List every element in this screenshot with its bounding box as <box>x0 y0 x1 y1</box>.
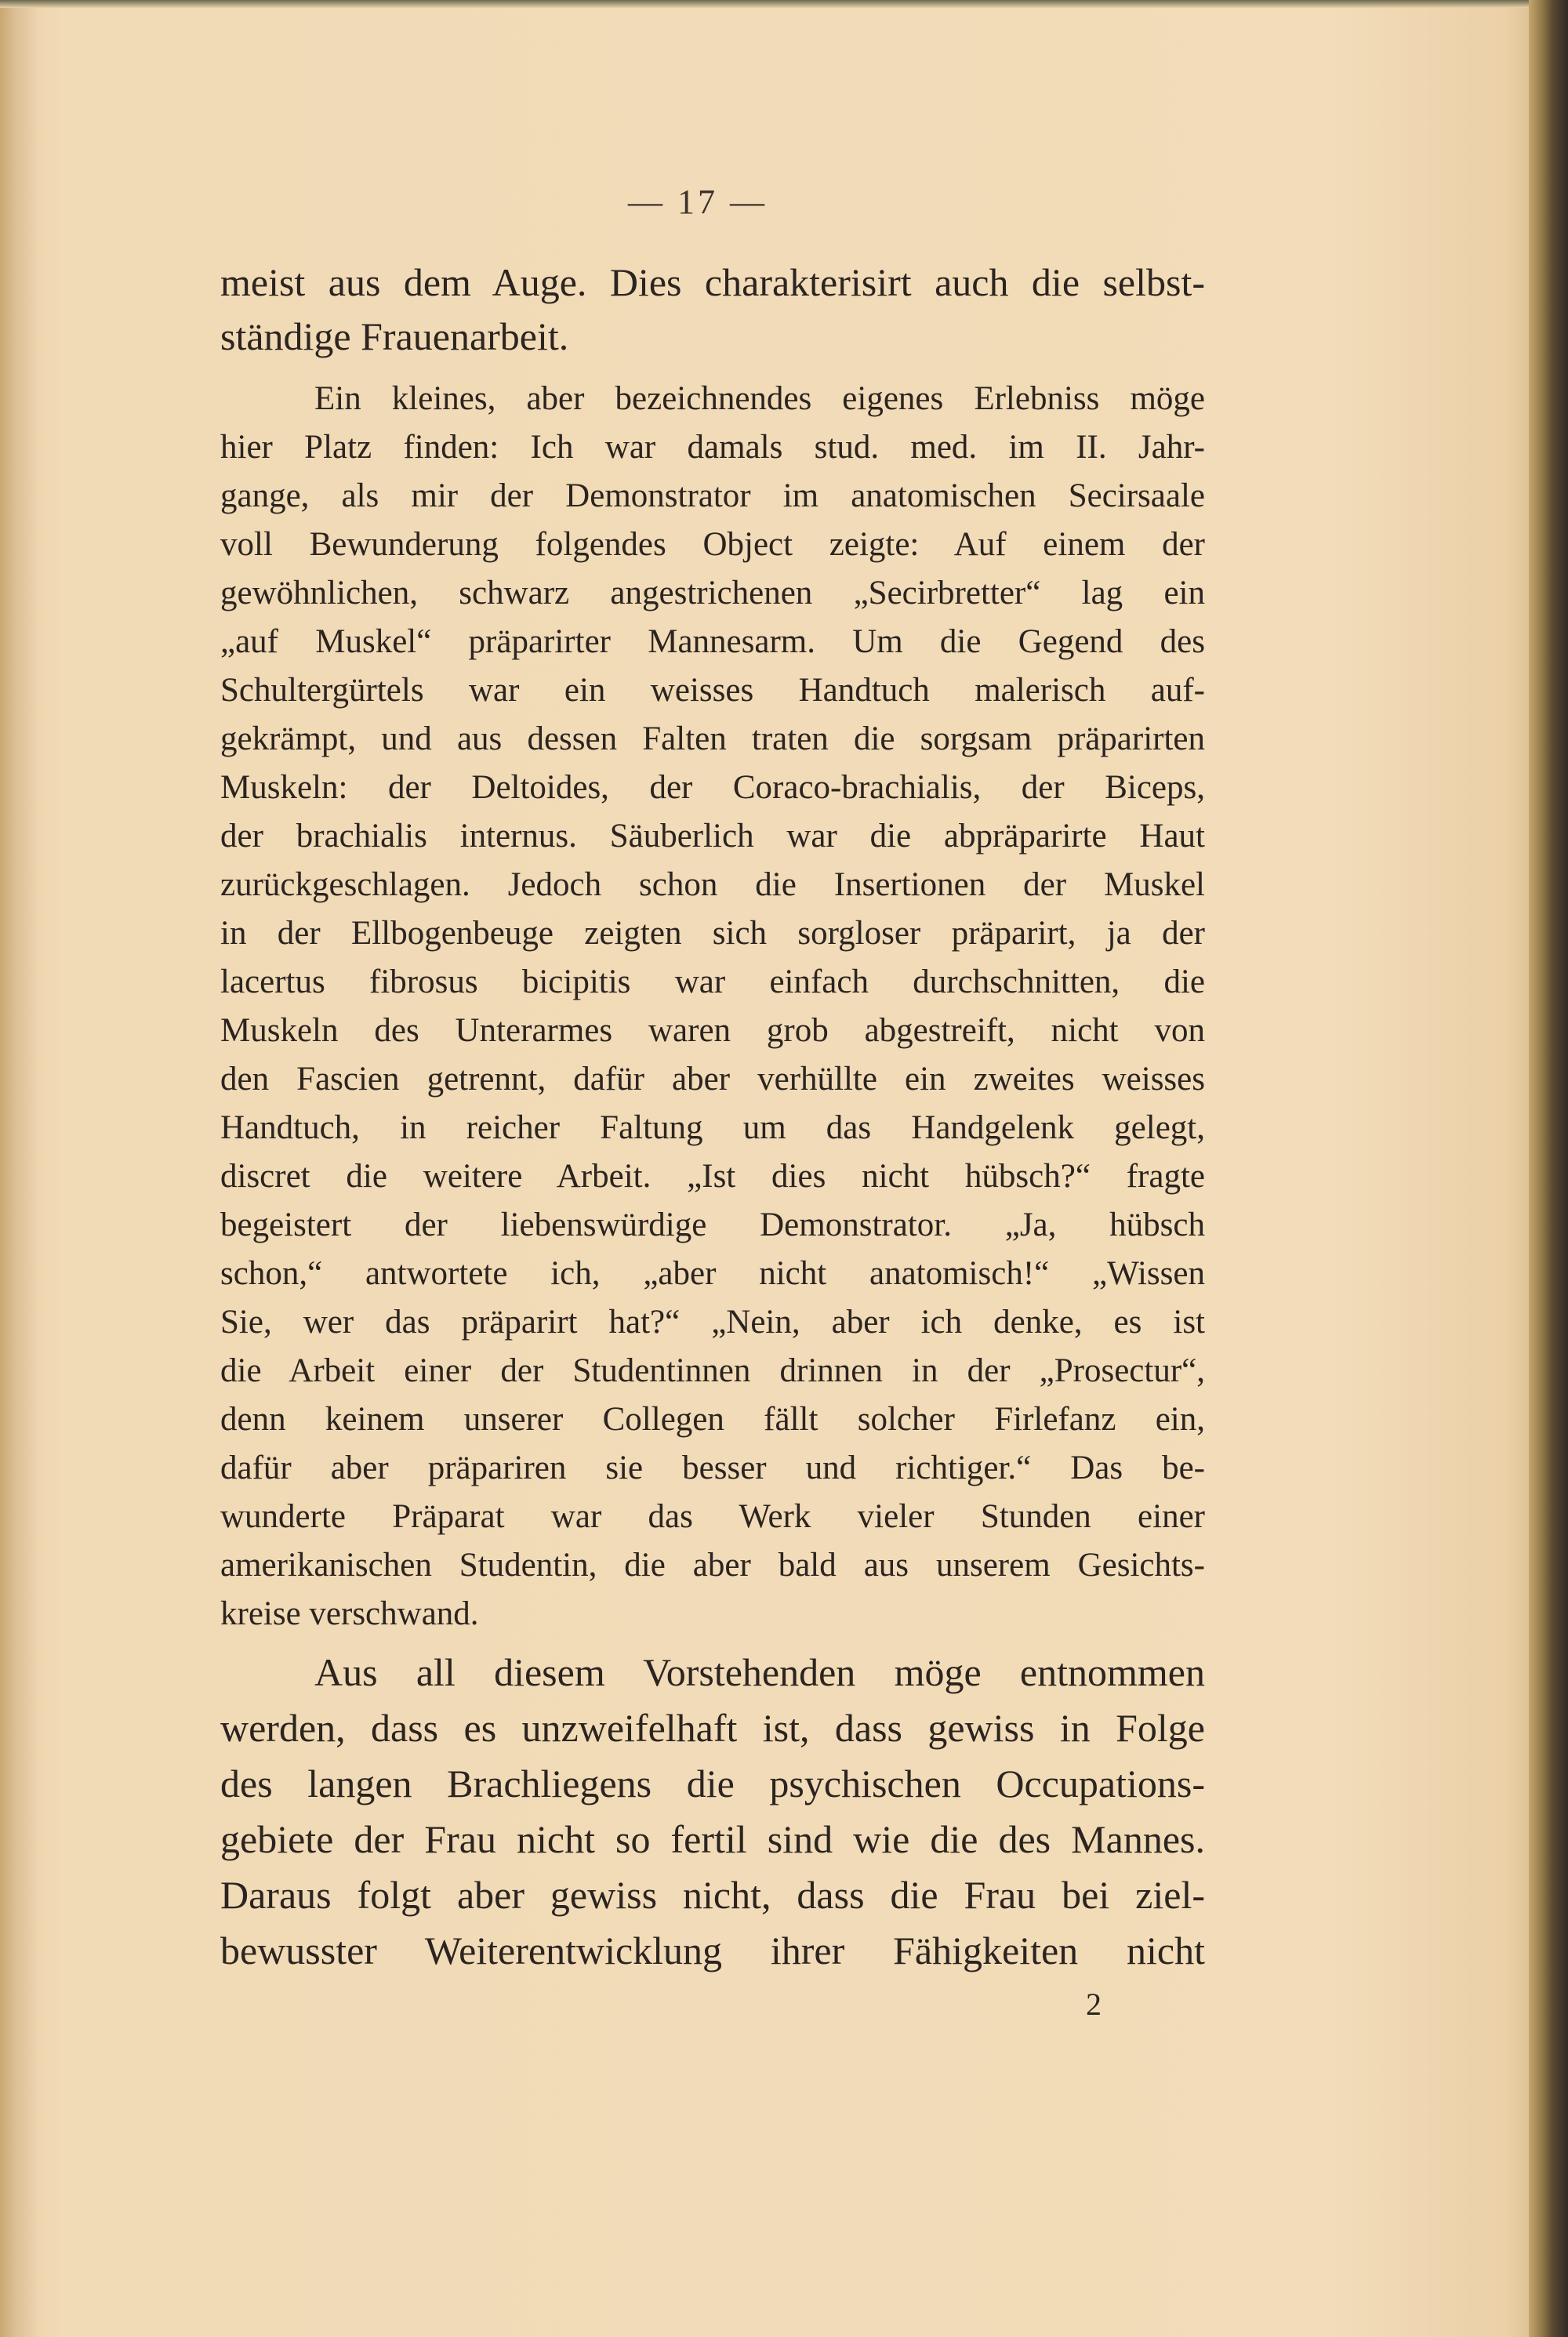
text-line: discret die weitere Arbeit. „Ist dies nicht hübsch?“ fragte <box>220 1158 1205 1195</box>
signature-mark: 2 <box>1086 1987 1102 2022</box>
text-line: „auf Muskel“ präparirter Mannesarm. Um die Gegend des <box>220 623 1205 660</box>
text-line: Ein kleines, aber bezeichnendes eigenes Erlebniss möge <box>314 380 1205 417</box>
text-line: Aus all diesem Vorstehenden möge entnommen <box>314 1650 1205 1694</box>
paragraph-3 <box>220 1645 1205 1979</box>
text-line: voll Bewunderung folgendes Object zeigte: Auf einem der <box>220 526 1205 563</box>
page-top-edge <box>0 0 1568 8</box>
text-line: Muskeln: der Deltoides, der Coraco-brachialis, der Biceps, <box>220 769 1205 806</box>
text-line: wunderte Präparat war das Werk vieler Stunden einer <box>220 1498 1205 1535</box>
text-line: in der Ellbogenbeuge zeigten sich sorgloser präparirt, ja der <box>220 915 1205 952</box>
text-line: lacertus fibrosus bicipitis war einfach durchschnitten, die <box>220 963 1205 1000</box>
text-line: kreise verschwand. <box>220 1595 479 1632</box>
text-line: begeistert der liebenswürdige Demonstrator. „Ja, hübsch <box>220 1207 1205 1243</box>
text-line: die Arbeit einer der Studentinnen drinnen in der „Prosectur“, <box>220 1352 1205 1389</box>
book-binding-edge <box>1529 0 1568 2337</box>
text-line: zurückgeschlagen. Jedoch schon die Insertionen der Muskel <box>220 866 1205 903</box>
text-line: Handtuch, in reicher Faltung um das Handgelenk gelegt, <box>220 1109 1205 1146</box>
text-line: amerikanischen Studentin, die aber bald aus unserem Gesichts- <box>220 1547 1205 1584</box>
text-line: gekrämpt, und aus dessen Falten traten die sorgsam präparirten <box>220 720 1205 757</box>
text-line: den Fascien getrennt, dafür aber verhüllte ein zweites weisses <box>220 1061 1205 1098</box>
text-line: ständige Frauenarbeit. <box>220 314 569 358</box>
text-line: Schultergürtels war ein weisses Handtuch malerisch auf- <box>220 672 1205 709</box>
text-line: gewöhnlichen, schwarz angestrichenen „Secirbretter“ lag ein <box>220 575 1205 611</box>
text-line: dafür aber präpariren sie besser und richtiger.“ Das be- <box>220 1450 1205 1486</box>
text-line: meist aus dem Auge. Dies charakterisirt auch die selbst- <box>220 260 1205 304</box>
paragraph-1 <box>220 256 1205 364</box>
text-line: Muskeln des Unterarmes waren grob abgestreift, nicht von <box>220 1012 1205 1049</box>
page-number: — 17 — <box>628 183 768 221</box>
text-line: hier Platz finden: Ich war damals stud. med. im II. Jahr- <box>220 429 1205 466</box>
text-line: Sie, wer das präparirt hat?“ „Nein, aber ich denke, es ist <box>220 1304 1205 1341</box>
text-line: der brachialis internus. Säuberlich war die abpräparirte Haut <box>220 818 1205 855</box>
page-left-edge <box>0 0 39 2337</box>
text-line: denn keinem unserer Collegen fällt solcher Firlefanz ein, <box>220 1401 1205 1438</box>
text-line: bewusster Weiterentwicklung ihrer Fähigkeiten nicht <box>220 1929 1205 1972</box>
text-line: gebiete der Frau nicht so fertil sind wie die des Mannes. <box>220 1817 1205 1861</box>
text-line: gange, als mir der Demonstrator im anatomischen Secirsaale <box>220 477 1205 514</box>
paragraph-2 <box>220 375 1205 1638</box>
text-line: des langen Brachliegens die psychischen Occupations- <box>220 1762 1205 1805</box>
text-line: schon,“ antwortete ich, „aber nicht anatomisch!“ „Wissen <box>220 1255 1205 1292</box>
text-line: Daraus folgt aber gewiss nicht, dass die Frau bei ziel- <box>220 1873 1205 1917</box>
text-line: werden, dass es unzweifelhaft ist, dass gewiss in Folge <box>220 1706 1205 1750</box>
